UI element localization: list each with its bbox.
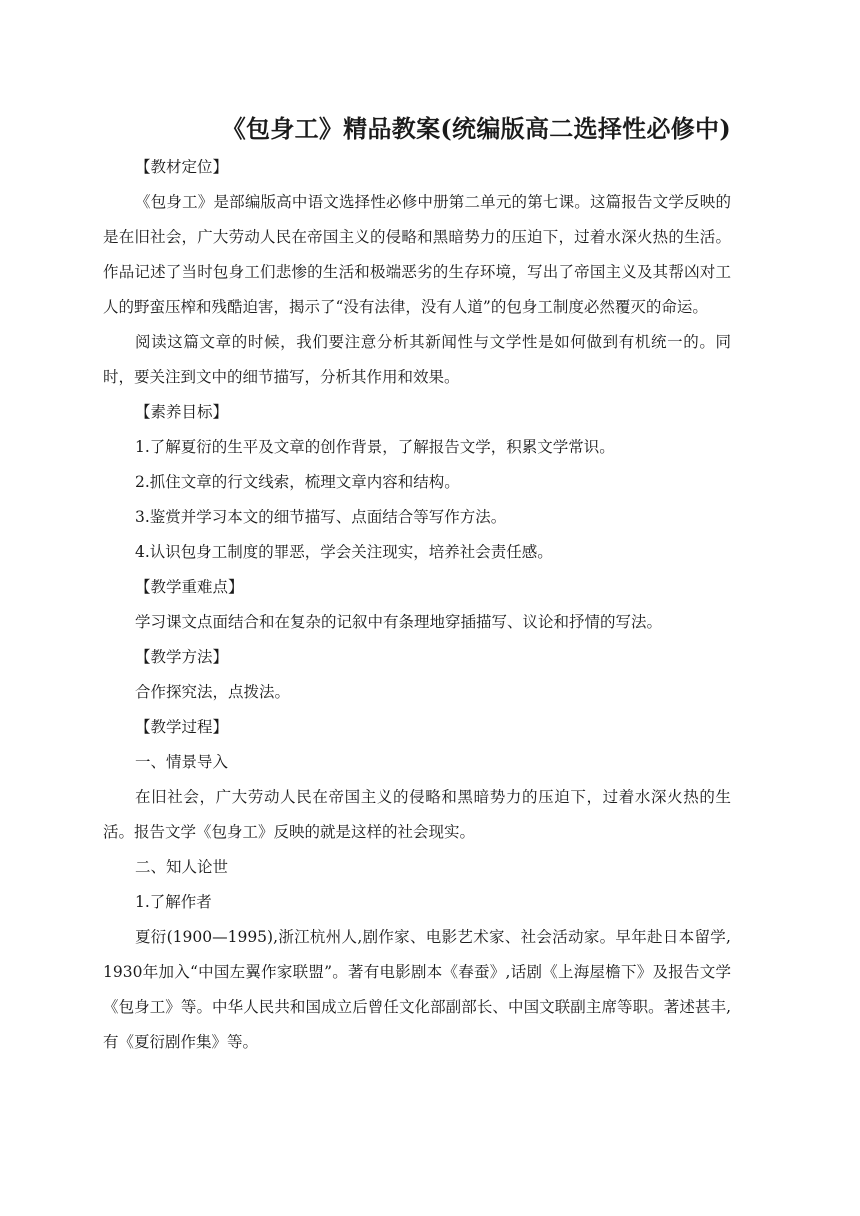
paragraph: 《包身工》是部编版高中语文选择性必修中册第二单元的第七课。这篇报告文学反映的是在旧社会，广大劳动人民在帝国主义的侵略和黑暗势力的压迫下，过着水深火热的生活。作品记述了当时包身工们悲惨的生活和极端恶劣的生存环境，写出了帝国主义及其帮凶对工人的野蛮压榨和残酷迫害，揭示了“没有法律，没有人道”的包身工制度必然覆灭的命运。 xyxy=(103,193,731,316)
paragraph: 学习课文点面结合和在复杂的记叙中有条理地穿插描写、议论和抒情的写法。 xyxy=(135,613,663,631)
section-heading: 【教学过程】 xyxy=(135,718,229,736)
section-heading: 【教学重难点】 xyxy=(135,578,244,596)
paragraph: 4.认识包身工制度的罪恶，学会关注现实，培养社会责任感。 xyxy=(135,543,553,561)
paragraph: 1.了解夏衍的生平及文章的创作背景，了解报告文学，积累文学常识。 xyxy=(135,438,615,456)
paragraph: 2.抓住文章的行文线索，梳理文章内容和结构。 xyxy=(135,473,460,491)
section-heading: 1.了解作者 xyxy=(135,893,212,911)
document-title: 《包身工》精品教案(统编版高二选择性必修中) xyxy=(221,114,731,143)
section-heading: 【教学方法】 xyxy=(135,648,229,666)
document-content xyxy=(103,150,731,1060)
document-body xyxy=(103,112,731,1060)
paragraph: 3.鉴赏并学习本文的细节描写、点面结合等写作方法。 xyxy=(135,508,507,526)
paragraph: 在旧社会，广大劳动人民在帝国主义的侵略和黑暗势力的压迫下，过着水深火热的生活。报告文学《包身工》反映的就是这样的社会现实。 xyxy=(103,788,731,841)
section-heading: 二、知人论世 xyxy=(135,858,229,876)
paragraph: 阅读这篇文章的时候，我们要注意分析其新闻性与文学性是如何做到有机统一的。同时，要关注到文中的细节描写，分析其作用和效果。 xyxy=(103,333,731,386)
paragraph: 合作探究法，点拨法。 xyxy=(135,683,291,701)
paragraph: 夏衍(1900—1995),浙江杭州人,剧作家、电影艺术家、社会活动家。早年赴日本留学,1930年加入“中国左翼作家联盟”。著有电影剧本《春蚕》,话剧《上海屋檐下》及报告文学《包身工》等。中华人民共和国成立后曾任文化部副部长、中国文联副主席等职。著述甚丰,有《夏衍剧作集》等。 xyxy=(103,928,731,1051)
section-heading: 【教材定位】 xyxy=(135,158,229,176)
section-heading: 一、情景导入 xyxy=(135,753,229,771)
section-heading: 【素养目标】 xyxy=(135,403,229,421)
